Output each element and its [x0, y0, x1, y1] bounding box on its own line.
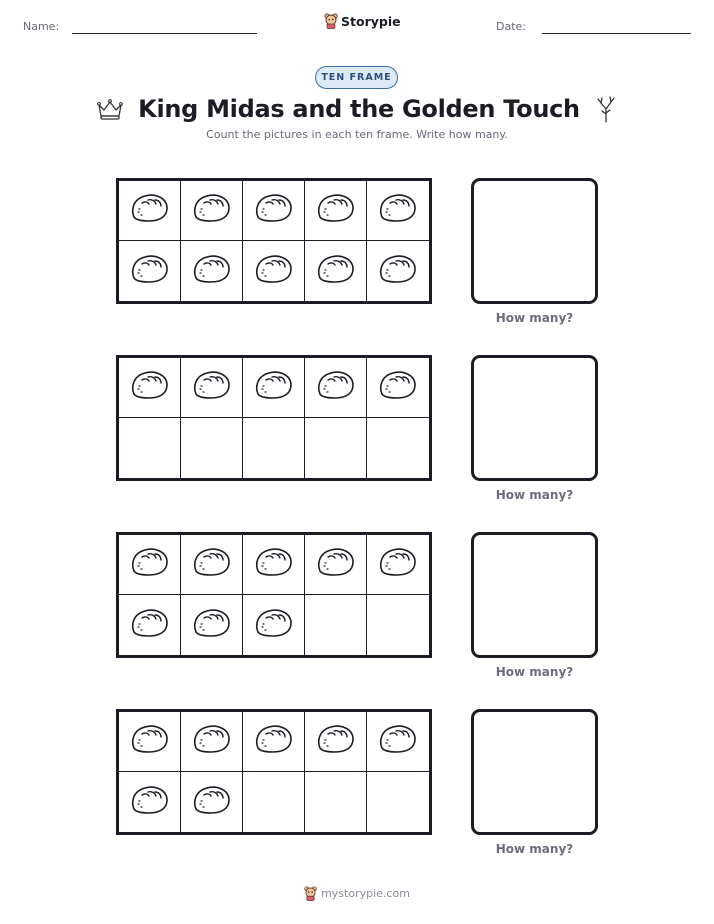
- ten-frame-cell-filled: [181, 241, 243, 301]
- bread-loaf-icon: [377, 190, 419, 231]
- ten-frame-cell-filled: [119, 241, 181, 301]
- ten-frame-cell-filled: [119, 595, 181, 655]
- storypie-mascot-icon: [304, 886, 317, 901]
- brand-name: Storypie: [341, 13, 401, 29]
- ten-frame-cell-filled: [367, 535, 429, 595]
- name-label: Name:: [23, 20, 60, 33]
- ten-frame-cell-filled: [119, 772, 181, 832]
- bread-loaf-icon: [191, 190, 233, 231]
- ten-frame-cell-empty: [305, 772, 367, 832]
- ten-frame-cell-filled: [305, 712, 367, 772]
- answer-box[interactable]: [471, 709, 598, 835]
- ten-frame-cell-filled: [305, 358, 367, 418]
- ten-frame-cell-filled: [243, 595, 305, 655]
- name-line[interactable]: [72, 33, 257, 34]
- bread-loaf-icon: [191, 782, 233, 823]
- ten-frame: [116, 532, 432, 658]
- ten-frame-cell-filled: [367, 358, 429, 418]
- ten-frame-cell-filled: [243, 358, 305, 418]
- bread-loaf-icon: [253, 251, 295, 292]
- ten-frame-cell-empty: [243, 772, 305, 832]
- ten-frame-cell-filled: [119, 535, 181, 595]
- ten-frame-cell-filled: [367, 712, 429, 772]
- ten-frame-cell-filled: [181, 535, 243, 595]
- bread-loaf-icon: [191, 251, 233, 292]
- ten-frame-cell-empty: [305, 418, 367, 478]
- date-label: Date:: [496, 20, 526, 33]
- bread-loaf-icon: [377, 544, 419, 585]
- bread-loaf-icon: [253, 367, 295, 408]
- bread-loaf-icon: [129, 544, 171, 585]
- answer-box[interactable]: [471, 355, 598, 481]
- bread-loaf-icon: [129, 251, 171, 292]
- ten-frame-cell-empty: [367, 418, 429, 478]
- ten-frame-cell-filled: [367, 181, 429, 241]
- ten-frame-cell-empty: [305, 595, 367, 655]
- ten-frame-cell-empty: [367, 772, 429, 832]
- ten-frame-cell-filled: [367, 241, 429, 301]
- brand: [324, 13, 401, 29]
- bare-branch-icon: [594, 95, 618, 123]
- ten-frame-cell-filled: [119, 181, 181, 241]
- ten-frame-cell-filled: [181, 358, 243, 418]
- bread-loaf-icon: [315, 544, 357, 585]
- ten-frame-cell-filled: [243, 712, 305, 772]
- bread-loaf-icon: [315, 190, 357, 231]
- bread-loaf-icon: [377, 367, 419, 408]
- ten-frame-cell-filled: [181, 181, 243, 241]
- ten-frame-cell-filled: [243, 181, 305, 241]
- ten-frame: [116, 709, 432, 835]
- bread-loaf-icon: [191, 721, 233, 762]
- ten-frame-cell-filled: [305, 535, 367, 595]
- how-many-label: How many?: [495, 842, 574, 856]
- ten-frame-cell-filled: [305, 241, 367, 301]
- storypie-mascot-icon: [324, 13, 338, 29]
- crown-icon: [96, 97, 124, 121]
- how-many-label: How many?: [495, 311, 574, 325]
- bread-loaf-icon: [377, 721, 419, 762]
- bread-loaf-icon: [315, 721, 357, 762]
- bread-loaf-icon: [191, 544, 233, 585]
- ten-frame-cell-empty: [181, 418, 243, 478]
- bread-loaf-icon: [253, 605, 295, 646]
- ten-frame-cell-filled: [181, 595, 243, 655]
- ten-frame-cell-filled: [305, 181, 367, 241]
- bread-loaf-icon: [129, 190, 171, 231]
- ten-frame-cell-filled: [119, 358, 181, 418]
- bread-loaf-icon: [253, 544, 295, 585]
- bread-loaf-icon: [191, 605, 233, 646]
- answer-box[interactable]: [471, 178, 598, 304]
- ten-frame-cell-filled: [181, 772, 243, 832]
- ten-frame-badge: TEN FRAME: [315, 66, 398, 89]
- bread-loaf-icon: [315, 251, 357, 292]
- ten-frame-cell-empty: [119, 418, 181, 478]
- ten-frame-cell-filled: [243, 535, 305, 595]
- bread-loaf-icon: [253, 721, 295, 762]
- bread-loaf-icon: [129, 782, 171, 823]
- date-line[interactable]: [542, 33, 691, 34]
- bread-loaf-icon: [129, 605, 171, 646]
- bread-loaf-icon: [191, 367, 233, 408]
- ten-frame: [116, 178, 432, 304]
- bread-loaf-icon: [315, 367, 357, 408]
- bread-loaf-icon: [129, 721, 171, 762]
- instructions: Count the pictures in each ten frame. Write how many.: [206, 128, 508, 141]
- ten-frame: [116, 355, 432, 481]
- ten-frame-cell-filled: [181, 712, 243, 772]
- footer: [0, 886, 714, 901]
- ten-frame-cell-filled: [243, 241, 305, 301]
- title-row: [0, 92, 714, 126]
- page-title: King Midas and the Golden Touch: [138, 95, 580, 123]
- bread-loaf-icon: [377, 251, 419, 292]
- ten-frame-cell-empty: [367, 595, 429, 655]
- ten-frame-cell-empty: [243, 418, 305, 478]
- footer-url[interactable]: mystorypie.com: [321, 887, 410, 900]
- how-many-label: How many?: [495, 488, 574, 502]
- bread-loaf-icon: [253, 190, 295, 231]
- bread-loaf-icon: [129, 367, 171, 408]
- answer-box[interactable]: [471, 532, 598, 658]
- how-many-label: How many?: [495, 665, 574, 679]
- ten-frame-cell-filled: [119, 712, 181, 772]
